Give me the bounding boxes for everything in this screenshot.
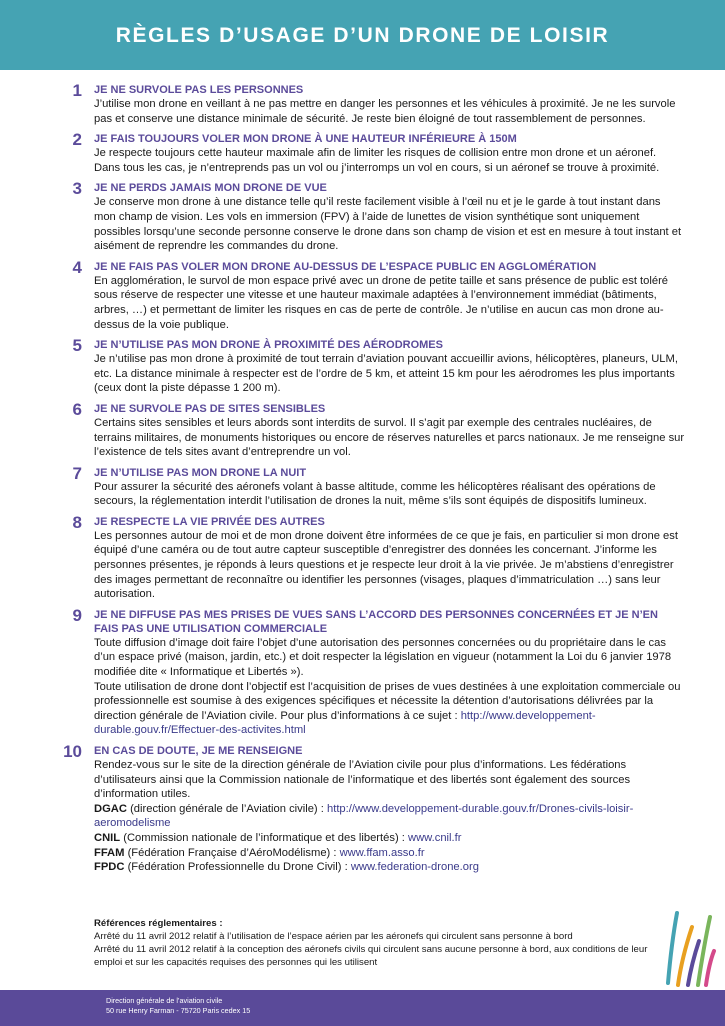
footer-address: 50 rue Henry Farman - 75720 Paris cedex 15 — [106, 1006, 251, 1015]
contact-row-cnil — [94, 831, 685, 846]
rule-text: Je conserve mon drone à une distance telle qu’il reste facilement visible à l’œil nu et je le garde à tout instant dans mon champ de vision. Les vols en immersion (FPV) à l’aide de lunettes de vision synthétique sont uniquement possibles lorsqu’une seconde personne conserve le drone dans son champ de vision et est en mesure à tout instant et aisément de reprendre les commandes du drone. — [94, 196, 682, 253]
rule-5 — [0, 338, 725, 396]
info-link[interactable]: http://www.developpement-durable.gouv.fr/Effectuer-des-activites.html — [94, 709, 596, 737]
contact-abbr: CNIL — [94, 831, 121, 844]
rule-text: Je n’utilise pas mon drone à proximité de tout terrain d’aviation pouvant accueillir avions, hélicoptères, planeurs, ULM, etc. La distance minimale à respecter est de l’ordre de 5 km, et atteint 15 km pour les aérodromes les plus importants (ceux dont la piste dépasse 1 200 m). — [94, 353, 678, 395]
colored-strokes-logo — [662, 905, 718, 987]
rule-number: 1 — [72, 81, 82, 100]
rule-title: JE RESPECTE LA VIE PRIVÉE DES AUTRES — [94, 515, 325, 528]
page-header — [0, 0, 725, 70]
rule-8 — [0, 512, 725, 602]
contact-abbr: DGAC — [94, 802, 127, 815]
rules-list — [0, 83, 725, 881]
rule-title: JE NE FAIS PAS VOLER MON DRONE AU-DESSUS DE L’ESPACE PUBLIC EN AGGLOMÉRATION — [94, 260, 597, 273]
rule-number: 7 — [72, 463, 82, 483]
rule-text: Toute diffusion d’image doit faire l’objet d’une autorisation des personnes concernées ou du propriétaire dans le cas d’un espace privé (maison, jardin, etc.) et doit respecter la législation en vigueur (notamment la Loi du 6 janvier 1978 modifiée dite « Informatique et Libertés »). — [94, 636, 672, 679]
rule-4 — [0, 257, 725, 332]
rule-title: JE NE SURVOLE PAS LES PERSONNES — [94, 84, 304, 96]
rule-9 — [0, 605, 725, 738]
rule-number: 8 — [72, 512, 82, 532]
rule-title: JE NE SURVOLE PAS DE SITES SENSIBLES — [94, 402, 326, 415]
contact-row-ffam — [94, 846, 685, 861]
rule-title: JE FAIS TOUJOURS VOLER MON DRONE À UNE HAUTEUR INFÉRIEURE À 150M — [94, 133, 517, 146]
rule-2 — [0, 132, 725, 175]
contact-abbr: FFAM — [94, 846, 125, 859]
rule-1 — [0, 83, 725, 126]
contact-row-fpdc — [94, 860, 685, 875]
page-title: RÈGLES D’USAGE D’UN DRONE DE LOISIR — [115, 24, 610, 47]
rule-text: Certains sites sensibles et leurs abords sont interdits de survol. Il s’agit par exemple des centrales nucléaires, de terrains militaires, de monuments historiques ou encore de réserves naturelles et parcs nationaux. Je me renseigne sur l’existence de tels sites avant d’entreprendre un vol. — [94, 416, 685, 459]
rule-title: JE N’UTILISE PAS MON DRONE À PROXIMITÉ DES AÉRODROMES — [94, 339, 443, 352]
reference-line: Arrêté du 11 avril 2012 relatif à l’utilisation de l’espace aérien par les aéronefs qui circulent sans personne à bord — [94, 931, 573, 942]
contact-desc: (Fédération Française d’AéroModélisme) : — [127, 846, 337, 859]
rule-text: Rendez-vous sur le site de la direction générale de l’Aviation civile pour plus d’informations. Les fédérations d’utilisateurs ainsi que la Commission nationale de l’informatique et des libertés sont également des sources d’information utiles. — [94, 759, 631, 801]
rule-number: 6 — [72, 399, 82, 419]
contact-link[interactable]: http://www.developpement-durable.gouv.fr/Drones-civils-loisir-aeromodelisme — [94, 802, 634, 830]
contact-row-dgac — [94, 802, 685, 831]
rule-7 — [0, 463, 725, 509]
regulatory-references — [94, 917, 654, 969]
rule-text: Je respecte toujours cette hauteur maximale afin de limiter les risques de collision entre mon drone et un aéronef. Dans tous les cas, je n’entreprends pas un vol ou j’interromps un vol en cours, si un aéronef se trouve à proximité. — [94, 147, 660, 174]
contact-abbr: FPDC — [94, 861, 125, 874]
rule-text: Les personnes autour de moi et de mon drone doivent être informées de ce que je fais, en particulier si mon drone est équipé d’une caméra ou de tout autre capteur susceptible d’enregistrer des données les concernant. J’informe les personnes présentes, je réponds à leurs questions et je respecte leur droit à la vie privée. Je m’abstiens d’enregistrer des images permettant de reconnaître ou identifier les personnes (visages, plaques d’immatriculation …) sans leur autorisation. — [94, 529, 678, 601]
rule-title: JE NE DIFFUSE PAS MES PRISES DE VUES SANS L’ACCORD DES PERSONNES CONCERNÉES ET JE N’EN FAIS PAS UNE UTILISATION COMMERCIALE — [94, 608, 658, 635]
rule-number: 4 — [72, 257, 82, 277]
reference-line: Arrêté du 11 avril 2012 relatif à la conception des aéronefs civils qui circulent sans aucune personne à bord, aux conditions de leur emploi et sur les capacités requises des personnes qui les utilisent — [94, 944, 648, 968]
rule-title: JE NE PERDS JAMAIS MON DRONE DE VUE — [94, 182, 327, 195]
rule-text: J’utilise mon drone en veillant à ne pas mettre en danger les personnes et les véhicules à proximité. Je ne les survole pas et conserve une distance minimale de sécurité. Je reste bien éloigné de tout rassemblement de personnes. — [94, 98, 676, 125]
contact-link[interactable]: www.ffam.asso.fr — [339, 846, 425, 859]
page-footer — [0, 990, 725, 1026]
rule-title: JE N’UTILISE PAS MON DRONE LA NUIT — [94, 466, 307, 479]
rule-3 — [0, 181, 725, 253]
rule-number: 5 — [72, 336, 82, 356]
contact-link[interactable]: www.cnil.fr — [408, 831, 462, 844]
rule-number: 9 — [72, 605, 82, 625]
rule-text: Pour assurer la sécurité des aéronefs volant à basse altitude, comme les hélicoptères réalisant des opérations de secours, la réglementation interdit l’utilisation de drones la nuit, même s’ils sont équipés de dispositifs lumineux. — [94, 480, 656, 508]
references-heading: Références réglementaires : — [94, 918, 223, 929]
contact-desc: (Commission nationale de l’informatique et des libertés) : — [123, 831, 405, 844]
rule-text: En agglomération, le survol de mon espace privé avec un drone de petite taille et sans présence de public est toléré sous réserve de respecter une vitesse et une hauteur maximale adaptées à l’environnement immédiat (bâtiments, arbres, …) et permettant de limiter les risques en cas de perte de contrôle. Je n’utilise en aucun cas mon drone au-dessus de la voie publique. — [94, 274, 669, 331]
contact-desc: (direction générale de l’Aviation civile) : — [130, 802, 324, 815]
contact-link[interactable]: www.federation-drone.org — [350, 861, 479, 874]
rule-6 — [0, 399, 725, 460]
rule-text: Toute utilisation de drone dont l’objectif est l’acquisition de prises de vues destinées à une exploitation commerciale ou professionnelle est soumise à des exigences spécifiques et nécessite la détention d’autorisations délivrées par la direction générale de l’Aviation civile. Pour plus d’informations à ce sujet : — [94, 680, 681, 722]
rule-number: 2 — [72, 130, 82, 150]
rule-10 — [0, 744, 725, 875]
rule-number: 10 — [63, 742, 82, 761]
contact-desc: (Fédération Professionnelle du Drone Civil) : — [127, 861, 348, 874]
rule-number: 3 — [72, 179, 82, 199]
rule-title: EN CAS DE DOUTE, JE ME RENSEIGNE — [94, 745, 303, 757]
footer-organization: Direction générale de l’aviation civile — [106, 996, 223, 1005]
